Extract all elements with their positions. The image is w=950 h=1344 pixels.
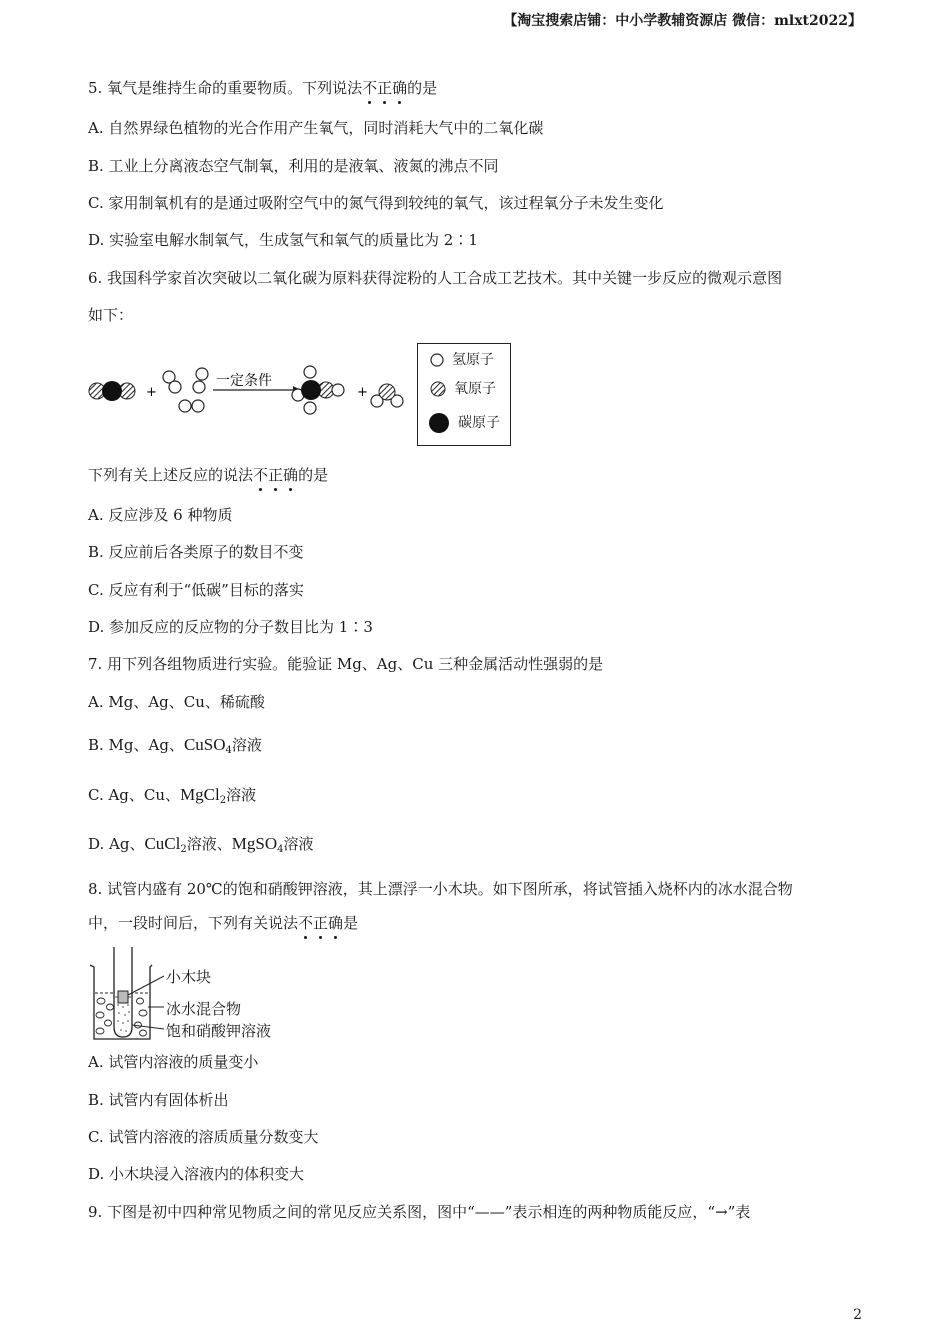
label-kno3-solution: 饱和硝酸钾溶液 [166,1022,272,1040]
q6-sub-stem: 下列有关上述反应的说法不正确的是 [88,466,329,484]
q6-stem-line2: 如下： [88,306,134,324]
q8-option-a: A. 试管内溶液的质量变小 [88,1053,259,1071]
plus-sign-1: + [146,385,157,400]
carbon-atom-icon [428,412,450,434]
q8-stem-line2: 中，一段时间后，下列有关说法不正确是 [88,914,359,932]
h2-molecules [163,368,208,412]
q6-option-b: B. 反应前后各类原子的数目不变 [88,543,304,561]
page-header: 【淘宝搜索店铺：中小学教辅资源店 微信：mlxt2022】 [503,13,862,29]
hydrogen-atom-icon [430,353,444,367]
co2-molecule [89,381,135,401]
q5-option-a: A. 自然界绿色植物的光合作用产生氧气，同时消耗大气中的二氧化碳 [88,119,544,137]
page-number: 2 [853,1307,862,1323]
q7-option-c: C. Ag、Cu、MgCl$_2$溶液 [88,785,257,806]
methanol-molecule [292,366,344,414]
legend-carbon: 碳原子 [428,412,500,434]
wood-block [118,991,128,1003]
q9-stem: 9. 下图是初中四种常见物质之间的常见反应关系图，图中“——”表示相连的两种物质能反应，“→”表 [88,1203,751,1221]
plus-sign-2: + [357,385,368,400]
label-ice-water: 冰水混合物 [166,1000,242,1018]
q8-option-d: D. 小木块浸入溶液内的体积变大 [88,1165,305,1183]
water-molecule [371,384,403,407]
q6-option-d: D. 参加反应的反应物的分子数目比为 1∶3 [88,618,373,636]
q7-option-b: B. Mg、Ag、CuSO$_4$溶液 [88,735,262,756]
q6-option-c: C. 反应有利于“低碳”目标的落实 [88,581,304,599]
legend-oxygen: 氧原子 [430,378,496,398]
q8-stem-line1: 8. 试管内盛有 20℃的饱和硝酸钾溶液，其上漂浮一小木块。如下图所承，将试管插入烧杯内的冰水混合物 [88,880,793,898]
q8-option-b: B. 试管内有固体析出 [88,1091,229,1109]
q5-option-b: B. 工业上分离液态空气制氧，利用的是液氧、液氮的沸点不同 [88,157,499,175]
q5-stem: 5. 氧气是维持生命的重要物质。下列说法不正确的是 [88,79,438,97]
reaction-condition: 一定条件 [216,373,272,389]
q6-stem-line1: 6. 我国科学家首次突破以二氧化碳为原料获得淀粉的人工合成工艺技术。其中关键一步反应的微观示意图 [88,269,783,287]
q7-option-a: A. Mg、Ag、Cu、稀硫酸 [88,693,265,711]
oxygen-atom-icon [430,381,446,397]
atom-legend [417,343,511,446]
q8-option-c: C. 试管内溶液的溶质质量分数变大 [88,1128,319,1146]
q7-option-d: D. Ag、CuCl$_2$溶液、MgSO$_4$溶液 [88,834,314,855]
q5-option-d: D. 实验室电解水制氧气，生成氢气和氧气的质量比为 2∶1 [88,231,478,249]
q7-stem: 7. 用下列各组物质进行实验。能验证 Mg、Ag、Cu 三种金属活动性强弱的是 [88,655,604,673]
reaction-diagram [85,360,415,420]
q5-option-c: C. 家用制氧机有的是通过吸附空气中的氮气得到较纯的氧气，该过程氧分子未发生变化 [88,194,664,212]
beaker-figure [88,945,168,1045]
q6-option-a: A. 反应涉及 6 种物质 [88,506,233,524]
legend-hydrogen: 氢原子 [430,349,494,369]
label-wood-block: 小木块 [166,968,212,986]
